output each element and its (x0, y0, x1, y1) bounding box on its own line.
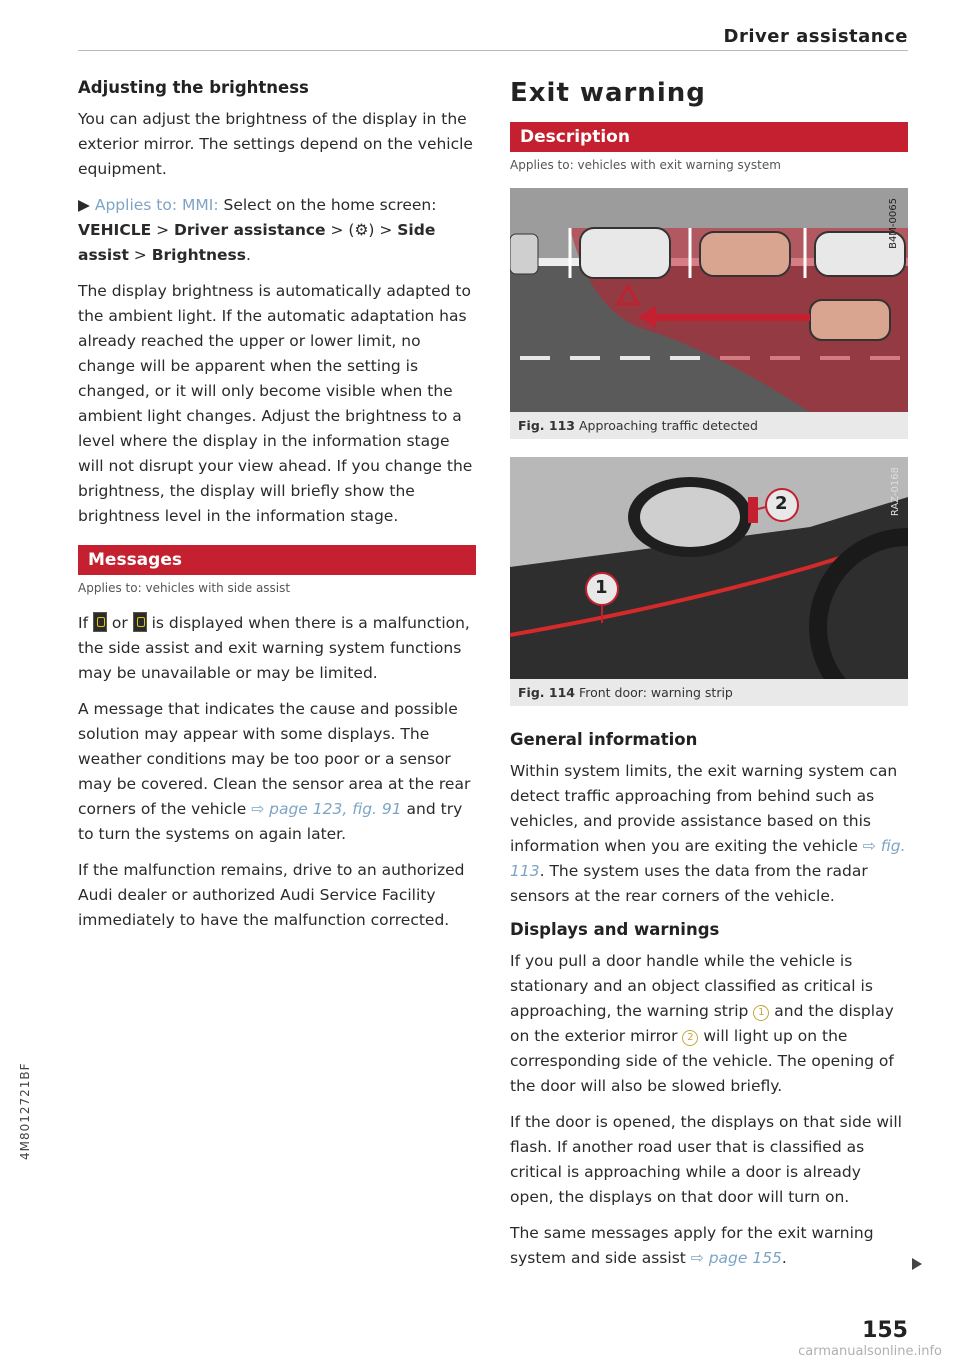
next-page-arrow-icon[interactable] (912, 1258, 922, 1270)
side-assist-warning-icon (93, 612, 107, 632)
description-bar: Description (510, 122, 908, 152)
page-155-ref-link[interactable]: ⇨ page 155 (690, 1249, 782, 1267)
fig-ref-link[interactable]: ⇨ fig. 113 (510, 837, 906, 880)
fig114-illustration (510, 457, 908, 679)
figure-113 (510, 188, 908, 439)
applies-mmi: Applies to: MMI: (94, 196, 219, 214)
path-sep-4: > (128, 246, 152, 264)
document-code: 4M8012721BF (18, 1062, 32, 1160)
callout-1-inline: 1 (753, 1005, 769, 1021)
path-sep-1: > (151, 221, 175, 239)
page-number: 155 (862, 1318, 908, 1343)
step-text: Select on the home screen: (218, 196, 437, 214)
fig114-caption (510, 679, 908, 706)
msg-rest: is displayed when there is a malfunction, the side assist and exit warning system functions may be unavailable or may be limited. (78, 614, 470, 682)
callout-1: 1 (595, 577, 608, 598)
fig113-caption-text: Approaching traffic detected (578, 418, 758, 433)
fig113-label: Fig. 113 (518, 418, 575, 433)
fig114-caption-text: Front door: warning strip (578, 685, 733, 700)
watermark: carmanualsonline.info (798, 1344, 942, 1359)
messages-paragraph-1 (78, 611, 476, 686)
fig114-label: Fig. 114 (518, 685, 575, 700)
general-heading: General information (510, 730, 698, 749)
callout-2: 2 (775, 493, 788, 514)
description-applies: Applies to: vehicles with exit warning system (510, 158, 781, 172)
fig113-code: B4M-0065 (888, 198, 899, 249)
messages-paragraph-2 (78, 697, 476, 847)
fig113-illustration (510, 188, 908, 412)
header-rule (78, 50, 908, 51)
displays-p3-a: The same messages apply for the exit warning system and side assist (510, 1224, 874, 1267)
path-sep-2: > (325, 221, 349, 239)
figure-114 (510, 457, 908, 706)
right-column (510, 72, 908, 1282)
path-vehicle: VEHICLE (78, 221, 152, 239)
left-column (78, 72, 476, 944)
messages-bar: Messages (78, 545, 476, 575)
page-ref-link[interactable]: ⇨ page 123, fig. 91 (251, 800, 402, 818)
chapter-title: Exit warning (510, 78, 706, 108)
side-assist-malfunction-icon (133, 612, 147, 632)
displays-paragraph-1 (510, 949, 908, 1099)
general-b: . The system uses the data from the radar sensors at the rear corners of the vehicle. (510, 862, 868, 905)
fig114-code: RAZ-0168 (890, 467, 901, 517)
displays-p1-b: and the display on the exterior mirror (510, 1002, 894, 1045)
brightness-paragraph-2: The display brightness is automatically adapted to the ambient light. If the automatic adaptation has already reached the upper or lower limit, no change will be apparent when the setting is changed, or it will only become visible when the ambient light changes. Adjust the brightness to a level where the display in the information stage will not disrupt your view ahead. If you change the brightness, the display will briefly show the brightness level in the information stage. (78, 282, 473, 525)
messages-paragraph-3: If the malfunction remains, drive to an authorized Audi dealer or authorized Audi Service Facility immediately to have the malfunction corrected. (78, 861, 465, 929)
displays-paragraph-2: If the door is opened, the displays on that side will flash. If another road user that is classified as critical is approaching while a door is already open, the displays on that door will turn on. (510, 1113, 902, 1206)
brightness-step (78, 193, 476, 268)
gear-icon: (⚙) (348, 221, 375, 239)
msg-or: or (106, 614, 133, 632)
msg-p2-b: and try to turn the systems on again later. (78, 800, 463, 843)
path-side-assist: Side assist (78, 221, 436, 264)
path-sep-3: > (374, 221, 398, 239)
displays-p1-c: will light up on the corresponding side of the vehicle. The opening of the door will also be slowed briefly. (510, 1027, 894, 1095)
fig113-caption (510, 412, 908, 439)
general-paragraph (510, 759, 908, 909)
messages-applies: Applies to: vehicles with side assist (78, 581, 291, 595)
displays-p3-b: . (781, 1249, 787, 1267)
path-driver-assistance: Driver assistance (174, 221, 326, 239)
path-end: . (246, 246, 251, 264)
msg-if: If (78, 614, 93, 632)
callout-2-inline: 2 (682, 1030, 698, 1046)
displays-heading: Displays and warnings (510, 920, 720, 939)
displays-p1-a: If you pull a door handle while the vehicle is stationary and an object classified as critical is approaching, the warning strip (510, 952, 873, 1020)
msg-p2-a: A message that indicates the cause and possible solution may appear with some displays. The weather conditions may be too poor or a sensor may be covered. Clean the sensor area at the rear corners of the vehicle (78, 700, 471, 818)
path-brightness: Brightness (151, 246, 247, 264)
brightness-heading: Adjusting the brightness (78, 78, 309, 97)
section-header: Driver assistance (723, 26, 908, 47)
general-a: Within system limits, the exit warning system can detect traffic approaching from behind such as vehicles, and provide assistance based on this information when you are exiting the vehicle (510, 762, 898, 855)
step-bullet: ▶ (78, 196, 95, 214)
displays-paragraph-3 (510, 1221, 908, 1271)
brightness-paragraph-1: You can adjust the brightness of the display in the exterior mirror. The settings depend on the vehicle equipment. (78, 110, 473, 178)
